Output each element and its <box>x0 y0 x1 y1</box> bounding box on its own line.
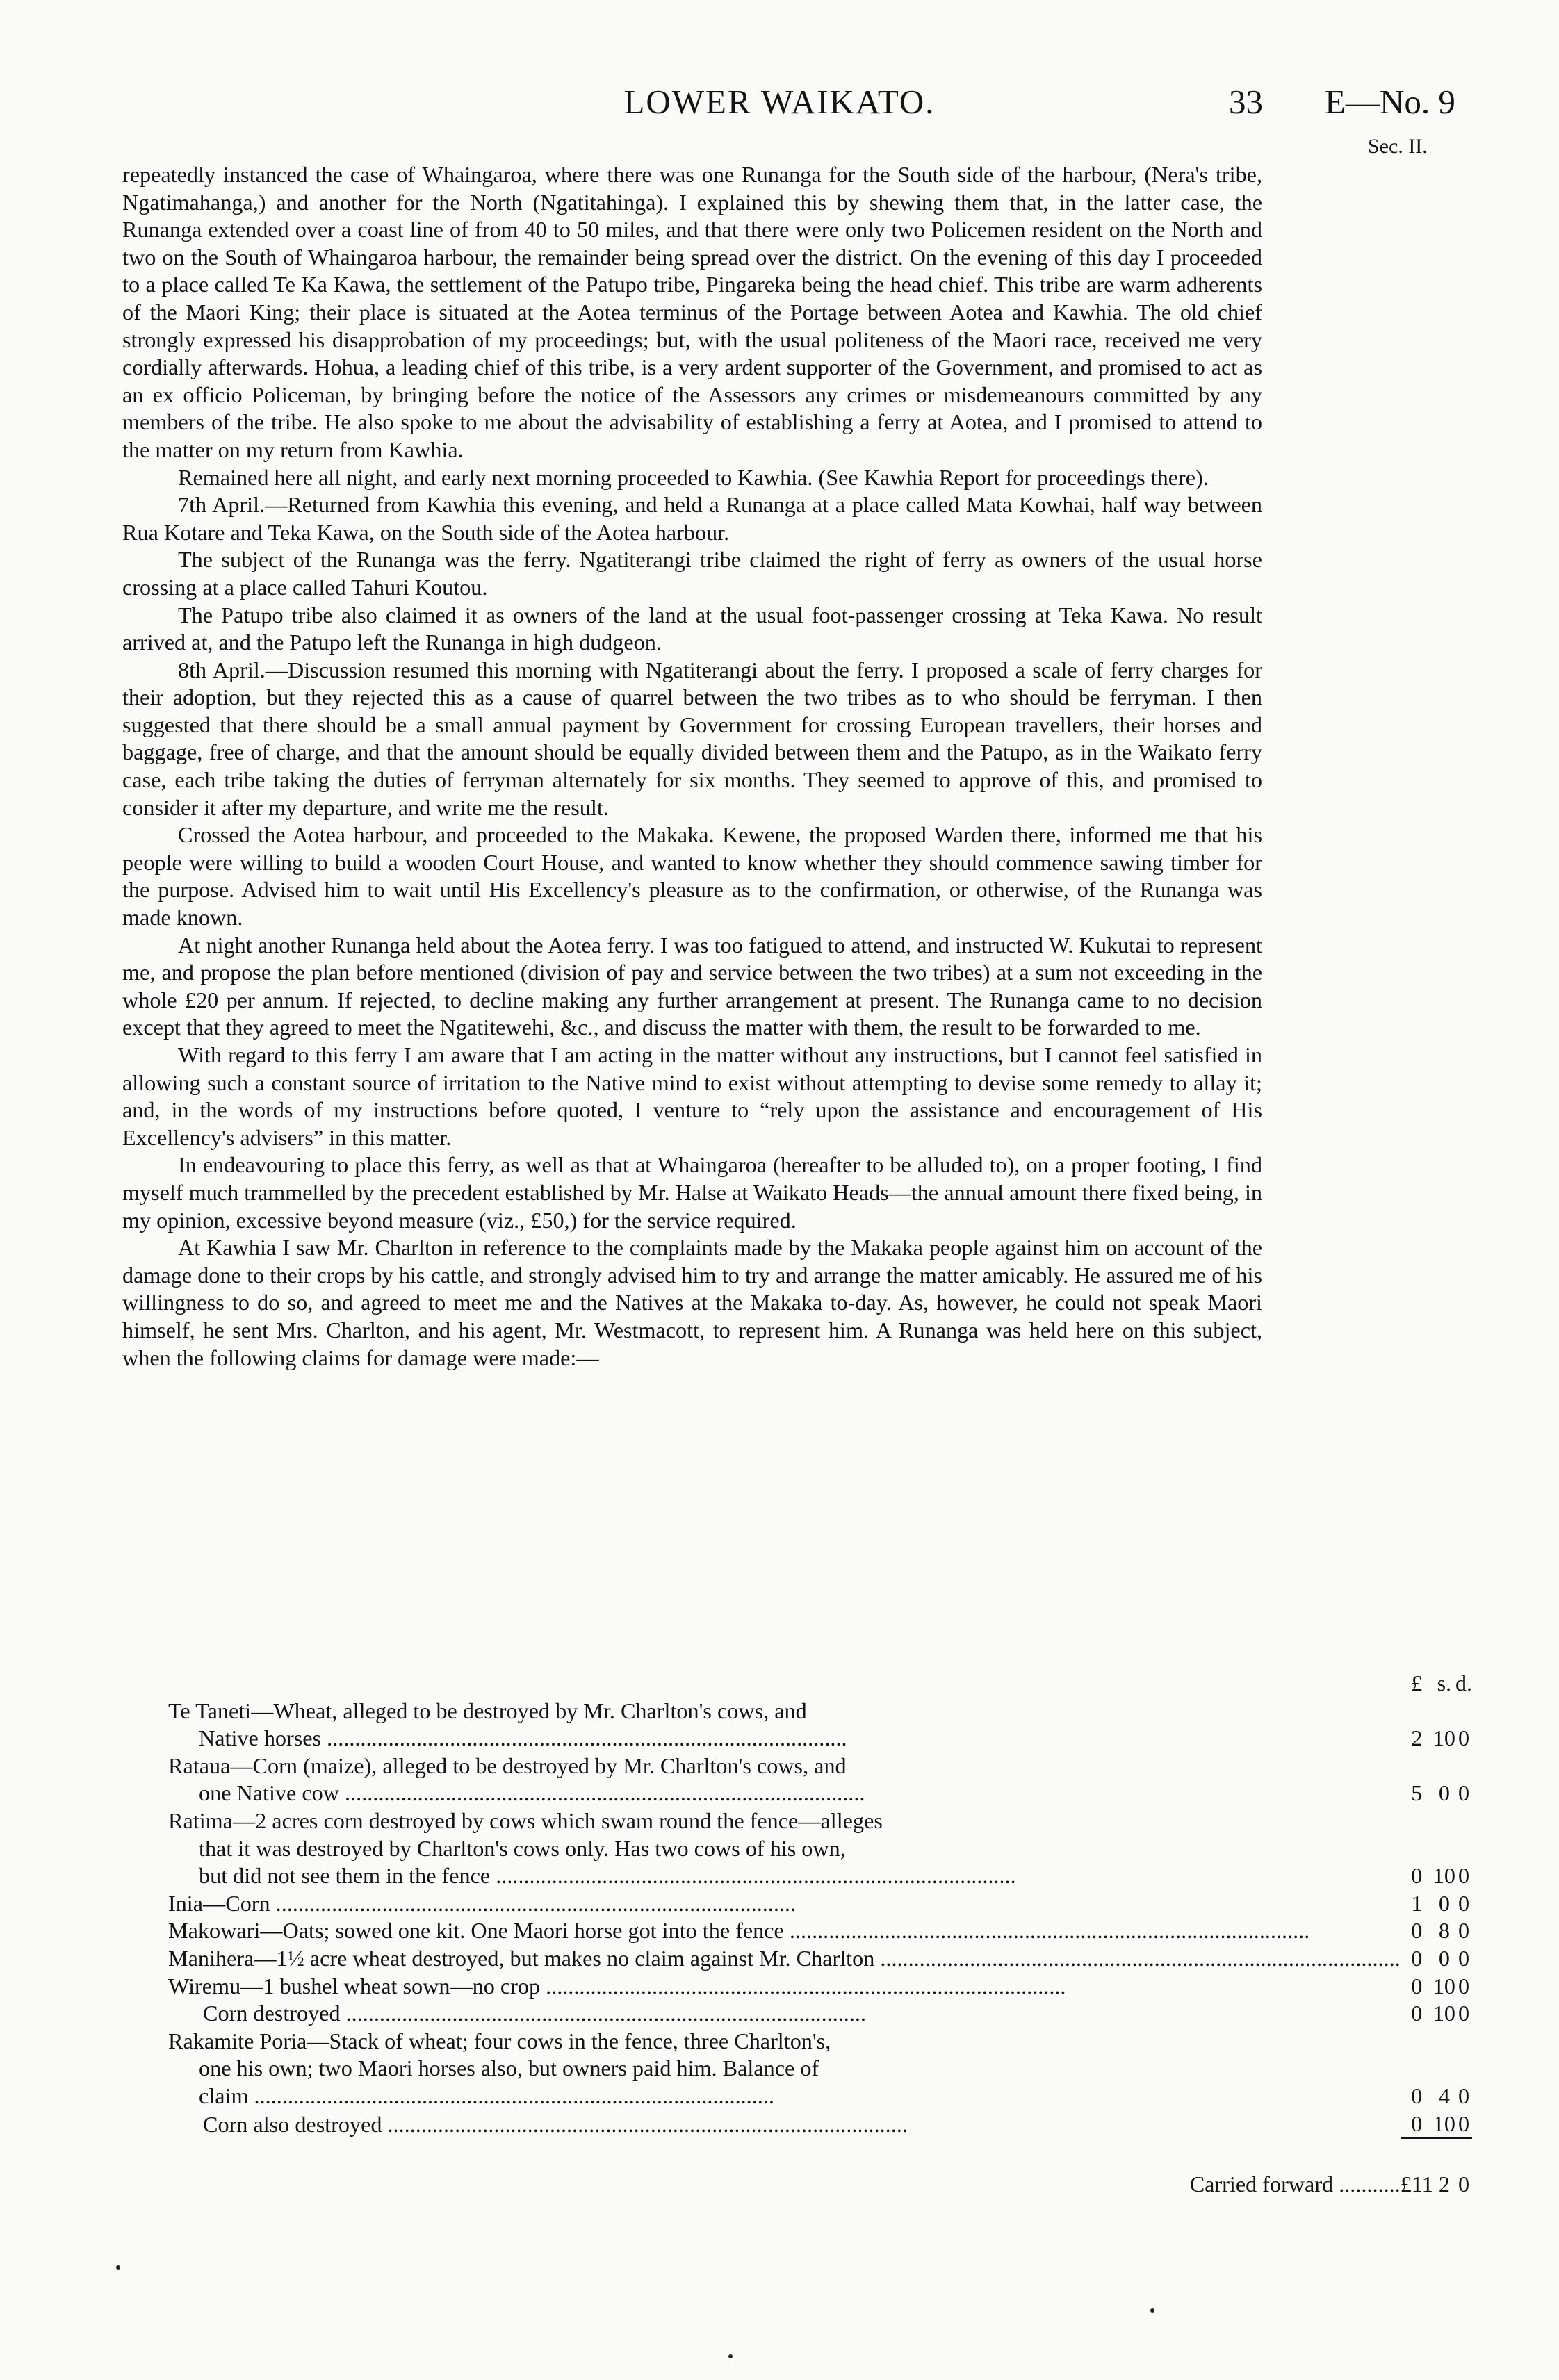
claim-amount-pounds: 2 <box>1411 1725 1423 1751</box>
claim-description-line: Ratima—2 acres corn destroyed by cows which swam round the fence—alleges <box>168 1807 883 1833</box>
claim-amount-shillings: 4 <box>1438 2083 1450 2108</box>
claim-row <box>122 2000 1472 2028</box>
claim-amount-shillings: 10 <box>1433 2110 1455 2136</box>
claim-amount-pounds: 1 <box>1411 1890 1423 1916</box>
leader-dots: ........... <box>1333 2172 1401 2197</box>
total-amount-shillings: 2 <box>1438 2172 1450 2197</box>
claim-description-line: Makowari—Oats; sowed one kit. One Maori horse got into the fence ..... <box>168 1917 1401 1945</box>
claim-description-line: that it was destroyed by Charlton's cows only. Has two cows of his own, <box>199 1835 846 1861</box>
claim-amount-shillings: 0 <box>1438 1890 1450 1916</box>
claim-amount-shillings: 0 <box>1438 1780 1450 1806</box>
claim-description <box>122 1753 1401 1807</box>
claim-description-line: claim ..... <box>168 2083 1401 2110</box>
claim-description <box>122 1917 1401 1945</box>
claim-amount-pounds: 0 <box>1411 2083 1423 2108</box>
body-text <box>122 161 1262 1372</box>
claim-description <box>122 2028 1401 2110</box>
claim-amount-pounds: 0 <box>1411 2110 1423 2136</box>
total-amount-pence: 0 <box>1458 2172 1470 2197</box>
claim-row <box>122 2028 1472 2110</box>
claim-amount-pence: 0 <box>1458 2110 1470 2136</box>
claim-amount-pounds: 5 <box>1411 1780 1423 1806</box>
claim-row <box>122 1753 1472 1807</box>
claim-amount-pounds: 0 <box>1411 2001 1423 2026</box>
claim-description <box>122 1973 1401 2001</box>
print-mark <box>728 2354 733 2358</box>
claim-amount-shillings: 10 <box>1433 1863 1455 1889</box>
claim-description-line: Corn also destroyed ..... <box>168 2111 1401 2139</box>
claim-amount-pence: 0 <box>1458 1780 1470 1806</box>
claim-row <box>122 1945 1472 1973</box>
claim-description-line: Corn destroyed ..... <box>168 2000 1401 2028</box>
claim-description-line: Wiremu—1 bushel wheat sown—no crop ..... <box>168 1973 1401 2001</box>
paragraph: In endeavouring to place this ferry, as well as that at Whaingaroa (hereafter to be alluded to), on a proper footing, I find myself much trammelled by the precedent established by Mr. Halse at Waikato Heads—the annual amount there fixed being, in my opinion, excessive beyond measure (viz., £50,) for the service required. <box>122 1152 1262 1233</box>
print-mark <box>116 2265 120 2270</box>
paragraph: The subject of the Runanga was the ferry. Ngatiterangi tribe claimed the right of ferry as owners of the usual horse crossing at a place called Tahuri Koutou. <box>122 547 1262 600</box>
print-mark <box>1150 2308 1154 2313</box>
claim-amount-pence: 0 <box>1458 1863 1470 1889</box>
paragraph: Crossed the Aotea harbour, and proceeded to the Makaka. Kewene, the proposed Warden there, informed me that his people were willing to build a wooden Court House, and wanted to know whether they should commence sawing timber for the purpose. Advised him to wait until His Excellency's pleasure as to the confirmation, or otherwise, of the Runanga was made known. <box>122 822 1262 930</box>
paragraph: At night another Runanga held about the Aotea ferry. I was too fatigued to attend, and instructed W. Kukutai to represent me, and propose the plan before mentioned (division of pay and service between the two tribes) at a sum not exceeding in the whole £20 per annum. If rejected, to decline making any further arrangement at present. The Runanga came to no decision except that they agreed to meet the Ngatitewehi, &c., and discuss the matter with them, the result to be forwarded to me. <box>122 932 1262 1040</box>
claim-description <box>122 2000 1401 2028</box>
claim-amount-shillings: 10 <box>1433 2001 1455 2026</box>
claim-description <box>122 1807 1401 1890</box>
page-title: LOWER WAIKATO. <box>623 83 936 121</box>
claim-amount-pounds: 0 <box>1411 1973 1423 1999</box>
paragraph: 8th April.—Discussion resumed this morning with Ngatiterangi about the ferry. I proposed a scale of ferry charges for their adoption, but they rejected this as a cause of quarrel between the two tribes as to who should be ferryman. I then suggested that there should be a small annual payment by Government for crossing European travellers, their horses and baggage, free of charge, and that the amount should be equally divided between them and the Patupo, as in the Waikato ferry case, each tribe taking the duties of ferryman alternately for six months. They seemed to approve of this, and promised to consider it after my departure, and write me the result. <box>122 657 1262 820</box>
claim-description <box>122 2110 1401 2139</box>
claim-amount-pence: 0 <box>1458 1890 1470 1916</box>
claim-row <box>122 1807 1472 1890</box>
claim-amount-shillings: 10 <box>1433 1973 1455 1999</box>
currency-header-pounds: £ <box>1411 1671 1423 1696</box>
claim-amount-pence: 0 <box>1458 1945 1470 1971</box>
claim-description-line: but did not see them in the fence ..... <box>168 1862 1401 1890</box>
claim-row <box>122 1973 1472 2001</box>
claim-amount-pounds: 0 <box>1411 1945 1423 1971</box>
claim-description <box>122 1945 1401 1973</box>
claim-description-line: one Native cow ..... <box>168 1780 1401 1807</box>
paragraph: The Patupo tribe also claimed it as owners of the land at the usual foot-passenger crossing at Teka Kawa. No result arrived at, and the Patupo left the Runanga in high dudgeon. <box>122 602 1262 655</box>
claim-description-line: Manihera—1½ acre wheat destroyed, but makes no claim against Mr. Charlton ..... <box>168 1945 1401 1973</box>
claim-row <box>122 2110 1472 2139</box>
claim-amount-shillings: 0 <box>1438 1945 1450 1971</box>
claims-table <box>122 1670 1472 2199</box>
claim-row <box>122 1698 1472 1753</box>
claim-row <box>122 1890 1472 1918</box>
claim-amount-pence: 0 <box>1458 1725 1470 1751</box>
paragraph: Remained here all night, and early next morning proceeded to Kawhia. (See Kawhia Report for proceedings there). <box>178 464 1209 490</box>
claim-description-line: Rataua—Corn (maize), alleged to be destroyed by Mr. Charlton's cows, and <box>168 1753 847 1778</box>
claim-amount-pence: 0 <box>1458 2001 1470 2026</box>
claim-amount-pence: 0 <box>1458 1918 1470 1944</box>
paragraph: With regard to this ferry I am aware that I am acting in the matter without any instructions, but I cannot feel satisfied in allowing such a constant source of irritation to the Native mind to exist without attempting to devise some remedy to allay it; and, in the words of my instructions before quoted, I venture to “rely upon the assistance and encouragement of His Excellency's advisers” in this matter. <box>122 1042 1262 1150</box>
claim-description-line: Te Taneti—Wheat, alleged to be destroyed by Mr. Charlton's cows, and <box>168 1698 807 1723</box>
claim-description-line: Inia—Corn ..... <box>168 1890 1401 1918</box>
page-number: 33 <box>1229 83 1263 121</box>
claim-description <box>122 1890 1401 1918</box>
claim-amount-pounds: 0 <box>1411 1863 1423 1889</box>
section-reference: Sec. II. <box>1368 135 1428 158</box>
total-label: Carried forward <box>1189 2172 1334 2197</box>
paragraph: 7th April.—Returned from Kawhia this evening, and held a Runanga at a place called Mata Kowhai, half way between Rua Kotare and Teka Kawa, on the South side of the Aotea harbour. <box>122 492 1262 545</box>
claim-amount-shillings: 10 <box>1433 1725 1455 1751</box>
total-row <box>122 2139 1472 2199</box>
claim-description <box>122 1698 1401 1753</box>
claim-amount-pounds: 0 <box>1411 1918 1423 1944</box>
claim-amount-pence: 0 <box>1458 2083 1470 2108</box>
claim-description-line: Native horses ..... <box>168 1725 1401 1753</box>
claim-description-line: one his own; two Maori horses also, but owners paid him. Balance of <box>199 2055 819 2081</box>
paragraph: At Kawhia I saw Mr. Charlton in reference to the complaints made by the Makaka people against him on account of the damage done to their crops by his cattle, and strongly advised him to try and arrange the matter amicably. He assured me of his willingness to do so, and agreed to meet me and the Natives at the Makaka to-day. As, however, he could not speak Maori himself, he sent Mrs. Charlton, and his agent, Mr. Westmacott, to represent him. A Runanga was held here on this subject, when the following claims for damage were made:— <box>122 1235 1262 1370</box>
currency-header-row <box>122 1670 1472 1698</box>
paragraph: repeatedly instanced the case of Whaingaroa, where there was one Runanga for the South side of the harbour, (Nera's tribe, Ngatimahanga,) and another for the North (Ngatitahinga). I explained this by shewing them that, in the latter case, the Runanga extended over a coast line of from 40 to 50 miles, and that there were only two Policemen resident on the North and two on the South of Whaingaroa harbour, the remainder being spread over the district. On the evening of this day I proceeded to a place called Te Ka Kawa, the settlement of the Patupo tribe, Pingareka being the head chief. This tribe are warm adherents of the Maori King; their place is situated at the Aotea terminus of the Portage between Aotea and Kawhia. The old chief strongly expressed his disapprobation of my proceedings; but, with the usual politeness of the Maori race, received me very cordially afterwards. Hohua, a leading chief of this tribe, is a very ardent supporter of the Government, and promised to act as an ex officio Policeman, by bringing before the notice of the Assessors any crimes or misdemeanours committed by any members of the tribe. He also spoke to me about the advisability of establishing a ferry at Aotea, and I promised to attend to the matter on my return from Kawhia. <box>122 162 1262 462</box>
claim-amount-pence: 0 <box>1458 1973 1470 1999</box>
claim-description-line: Rakamite Poria—Stack of wheat; four cows in the fence, three Charlton's, <box>168 2028 831 2053</box>
currency-header-shillings: s. <box>1437 1671 1452 1696</box>
claim-amount-shillings: 8 <box>1438 1918 1450 1944</box>
total-amount-pounds: £11 <box>1400 2172 1433 2197</box>
currency-header-pence: d. <box>1455 1671 1472 1696</box>
claim-row <box>122 1917 1472 1945</box>
document-reference: E—No. 9 <box>1325 83 1455 121</box>
